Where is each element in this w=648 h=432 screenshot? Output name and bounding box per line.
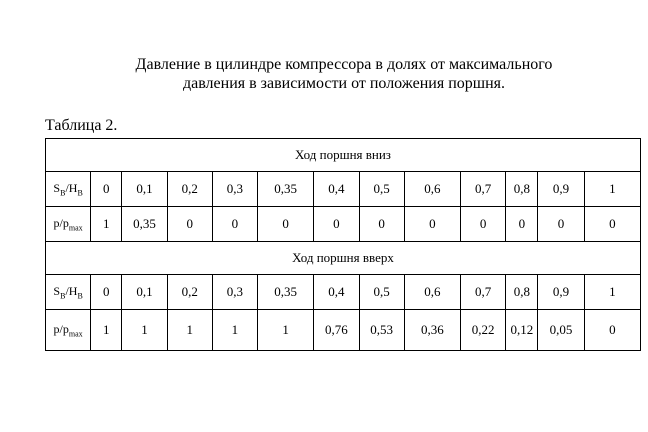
pressure-cell: 0 [538, 207, 584, 242]
row-label-pressure: $p/p_{max}$ [46, 207, 91, 242]
position-cell: 0,5 [359, 275, 404, 310]
pressure-cell: 0 [258, 207, 314, 242]
section-header-row [46, 139, 641, 172]
position-cell: 0,1 [122, 275, 167, 310]
position-cell: 0,35 [258, 275, 314, 310]
row-label-position: $S_B/H_B$ [46, 275, 91, 310]
pressure-cell: 0,76 [314, 310, 359, 351]
document-title [0, 55, 648, 93]
row-label-position: $S_B/H_B$ [46, 172, 91, 207]
position-cell: 0,3 [212, 172, 257, 207]
pressure-cell: 1 [212, 310, 257, 351]
label-subscript: max [68, 329, 83, 339]
pressure-cell: 0,35 [122, 207, 167, 242]
pressure-cell: 1 [91, 207, 122, 242]
pressure-cell: 0,22 [461, 310, 506, 351]
pressure-cell: 0 [167, 207, 212, 242]
pressure-cell: 1 [167, 310, 212, 351]
position-row [46, 275, 641, 310]
pressure-cell: 1 [91, 310, 122, 351]
position-cell: 0,9 [538, 275, 584, 310]
position-cell: 1 [584, 275, 640, 310]
position-cell: 0,5 [359, 172, 404, 207]
title-line-2: давления в зависимости от положения поршня. [182, 75, 506, 92]
pressure-table [45, 138, 641, 351]
position-cell: 0,4 [314, 275, 359, 310]
row-label-pressure: $p/p_{max}$ [46, 310, 91, 351]
position-cell: 0,7 [461, 275, 506, 310]
pressure-cell: 0,12 [506, 310, 538, 351]
position-cell: 0,6 [404, 172, 460, 207]
position-cell: 0,4 [314, 172, 359, 207]
pressure-cell: 0 [584, 207, 640, 242]
label-subscript: B [60, 188, 66, 198]
section-header-row [46, 242, 641, 275]
pressure-cell: 0 [506, 207, 538, 242]
position-cell: 0 [91, 275, 122, 310]
section-header: Ход поршня вверх [46, 242, 641, 275]
position-cell: 0,9 [538, 172, 584, 207]
position-cell: 0,7 [461, 172, 506, 207]
pressure-row [46, 310, 641, 351]
pressure-cell: 0 [359, 207, 404, 242]
pressure-cell: 0 [404, 207, 460, 242]
pressure-cell: 0 [584, 310, 640, 351]
pressure-cell: 0 [212, 207, 257, 242]
position-cell: 0,35 [258, 172, 314, 207]
position-row [46, 172, 641, 207]
position-cell: 0,8 [506, 172, 538, 207]
pressure-cell: 0,53 [359, 310, 404, 351]
label-subscript: max [68, 223, 83, 233]
title-line-1: Давление в цилиндре компрессора в долях от максимального [135, 56, 553, 73]
pressure-cell: 1 [258, 310, 314, 351]
position-cell: 0,3 [212, 275, 257, 310]
position-cell: 0,2 [167, 172, 212, 207]
position-cell: 0,8 [506, 275, 538, 310]
position-cell: 1 [584, 172, 640, 207]
pressure-cell: 0 [314, 207, 359, 242]
position-cell: 0,2 [167, 275, 212, 310]
position-cell: 0,1 [122, 172, 167, 207]
pressure-row [46, 207, 641, 242]
label-subscript: B [77, 188, 83, 198]
pressure-cell: 1 [122, 310, 167, 351]
pressure-cell: 0 [461, 207, 506, 242]
label-subscript: B [77, 291, 83, 301]
section-header: Ход поршня вниз [46, 139, 641, 172]
pressure-cell: 0,05 [538, 310, 584, 351]
table-caption: Таблица 2. [45, 117, 118, 134]
label-subscript: B [60, 291, 66, 301]
position-cell: 0 [91, 172, 122, 207]
pressure-cell: 0,36 [404, 310, 460, 351]
position-cell: 0,6 [404, 275, 460, 310]
